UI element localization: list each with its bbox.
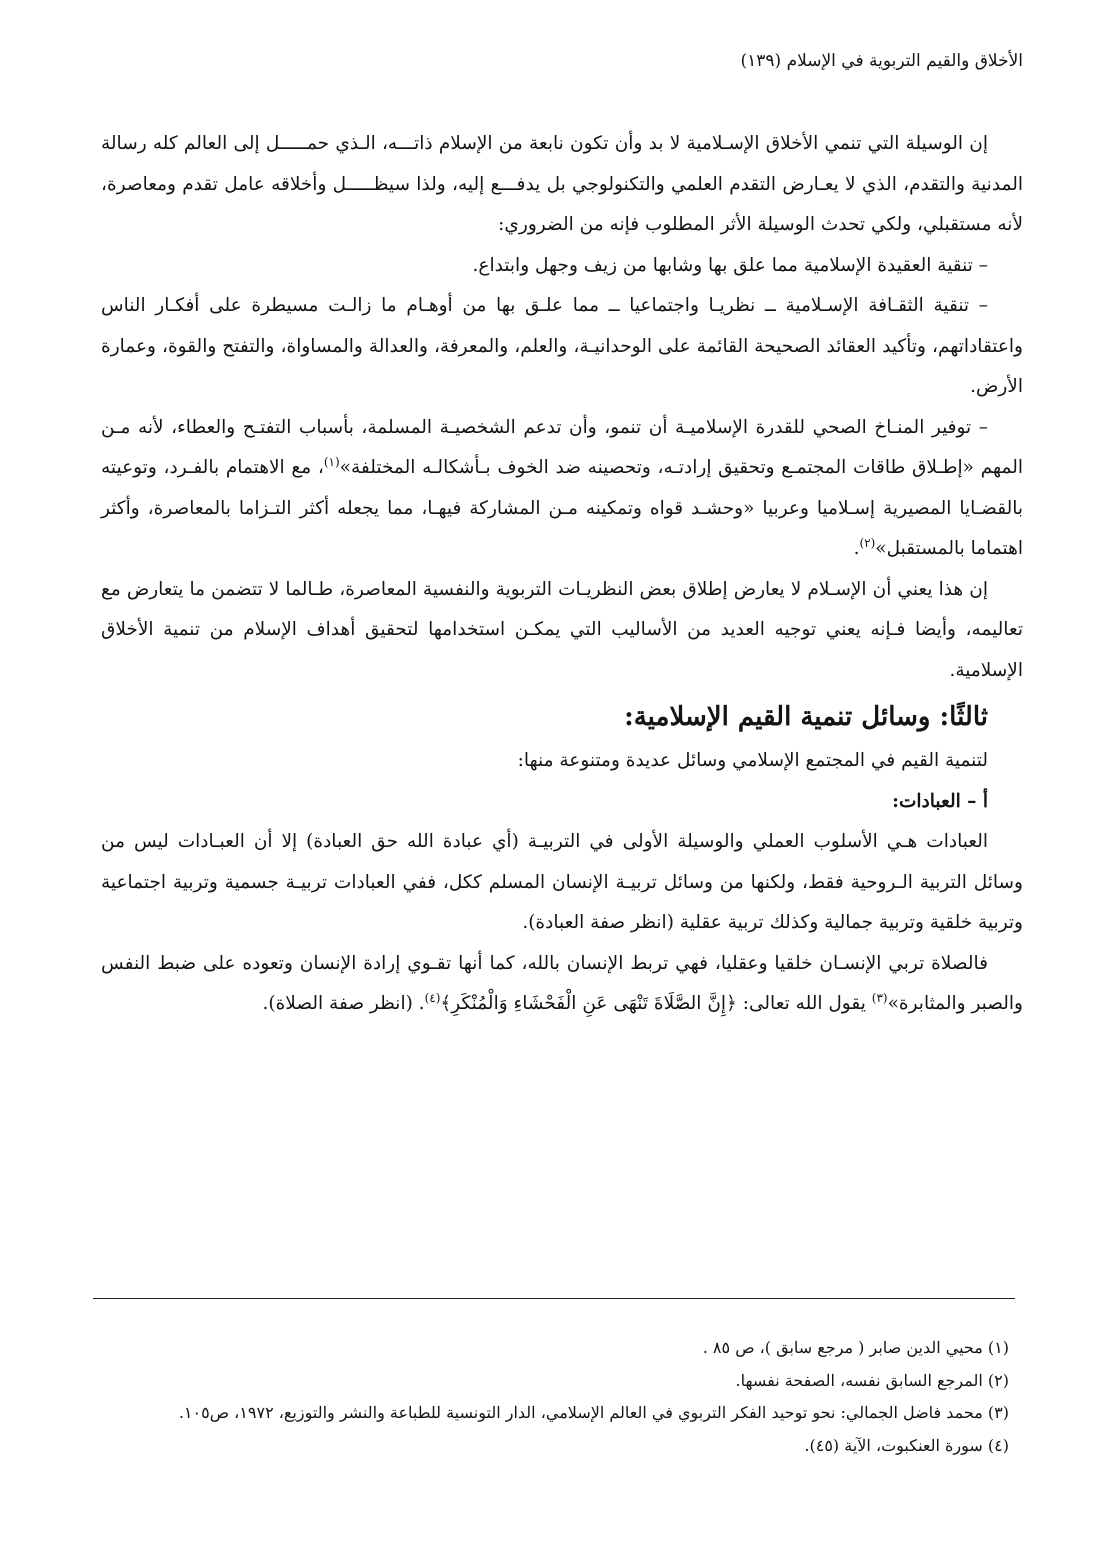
footnote-ref-1[interactable]: (١) — [323, 454, 340, 469]
paragraph-text: ، مع الاهتمام بالفـرد، وتوعيته بالقضـايا المصيرية إسـلاميا وعربيا «وحشـد قواه وتمكينه مـن المشاركة فيهـا، مما يجعله أكثر التـزاما بالمعاصرة، وأكثر اهتماما بالمستقبل» — [101, 457, 1023, 559]
paragraph-text: يقول الله تعالى: — [736, 993, 872, 1014]
footnotes — [101, 1332, 1023, 1462]
paragraph-text: فالصلاة تربي الإنسـان خلقيا وعقليا، فهي تربط الإنسان بالله، كما أنها تقـوي إرادة الإنسان وتعوده على ضبط النفس والصبر والمثابرة» — [101, 952, 1023, 1014]
paragraph-islam-theories: إن هذا يعني أن الإسـلام لا يعارض إطلاق بعض النظريـات التربوية والنفسية المعاصرة، طـالما لا تتضمن ما يتعارض مع تعاليمه، وأيضا فـإنه يعني توجيه العديد من الأساليب التي يمكـن استخدامها لتحقيق أهداف الإسلام من تنمية الأخلاق الإسلامية. — [101, 578, 1023, 681]
footnote-ref-4[interactable]: (٤) — [424, 990, 441, 1005]
paragraph-text: . (انظر صفة الصلاة). — [262, 993, 425, 1014]
paragraph-item-culture: – تنقية الثقـافة الإسـلامية ــ نظريـا واجتماعيا ــ مما علـق بها من أوهـام ما زالـت مسيطرة على أفكـار الناس واعتقاداتهم، وتأكيد العقائد الصحيحة القائمة على الوحدانيـة، والعلم، والمعرفة، والعدالة والمساواة، والتفتح والقوة، وعمارة الأرض. — [101, 295, 1023, 397]
paragraph-means-intro: لتنمية القيم في المجتمع الإسلامي وسائل عديدة ومتنوعة منها: — [517, 750, 988, 771]
footnote-ref-3[interactable]: (٣) — [871, 990, 888, 1005]
section-heading: ثالثًا: وسائل تنمية القيم الإسلامية: — [624, 702, 988, 732]
paragraph-text: . — [853, 538, 860, 559]
footnote-3: (٣) محمد فاضل الجمالي: نحو توحيد الفكر التربوي في العالم الإسلامي، الدار التونسية للطباعة والنشر والتوزيع، ١٩٧٢، ص١٠٥. — [178, 1403, 1009, 1422]
footnote-2: (٢) المرجع السابق نفسه، الصفحة نفسها. — [735, 1370, 1009, 1390]
paragraph-worship: العبادات هـي الأسلوب العملي والوسيلة الأولى في التربيـة (أي عبادة الله حق العبادة) إلا أن العبـادات ليس من وسائل التربية الـروحية فقط، ولكنها من وسائل تربيـة الإنسان المسلم ككل، ففي العبادات تربيـة جسمية وتربية اجتماعية وتربية خلقية وتربية جمالية وكذلك تربية عقلية (انظر صفة العبادة). — [101, 831, 1023, 933]
subsection-heading: أ – العبادات: — [892, 790, 988, 812]
footnote-ref-2[interactable]: (٢) — [859, 535, 876, 550]
footnote-1: (١) محيي الدين صابر ( مرجع سابق )، ص ٨٥ . — [702, 1338, 1009, 1357]
paragraph-prayer — [101, 944, 1023, 1025]
paragraph-item-climate — [101, 408, 1023, 570]
paragraph-intro: إن الوسيلة التي تنمي الأخلاق الإسـلامية لا بد وأن تكون نابعة من الإسلام ذاتـــه، الـذي حمـــــل إلى العالم كله رسالة المدنية والتقدم، الذي لا يعـارض التقدم العلمي والتكنولوجي بل يدفـــع إليه، ولذا سيظـــــل وأخلاقه عامل تقدم ومعاصرة، لأنه مستقبلي، ولكي تحدث الوسيلة الأثر المطلوب فإنه من الضروري: — [101, 133, 1023, 235]
quran-verse: ﴿إِنَّ الصَّلَاةَ تَنْهَى عَنِ الْفَحْشَاءِ وَالْمُنْكَرِ﴾ — [440, 993, 737, 1014]
footnote-4: (٤) سورة العنكبوت، الآية (٤٥). — [804, 1435, 1009, 1455]
paragraph-item-creed: – تنقية العقيدة الإسلامية مما علق بها وشابها من زيف وجهل وابتداع. — [472, 254, 988, 276]
running-header: الأخلاق والقيم التربوية في الإسلام (١٣٩) — [740, 51, 1023, 71]
footnote-divider — [93, 1298, 1015, 1299]
paragraph-text: – توفير المنـاخ الصحي للقدرة الإسلاميـة أن تنمو، وأن تدعم الشخصيـة المسلمة، بأسباب التفتـح والعطاء، لأنه مـن المهم «إطـلاق طاقات المجتمـع وتحقيق إرادتـه، وتحصينه ضد الخوف بـأشكالـه المختلفة» — [101, 416, 1023, 478]
main-text — [101, 124, 1023, 1025]
